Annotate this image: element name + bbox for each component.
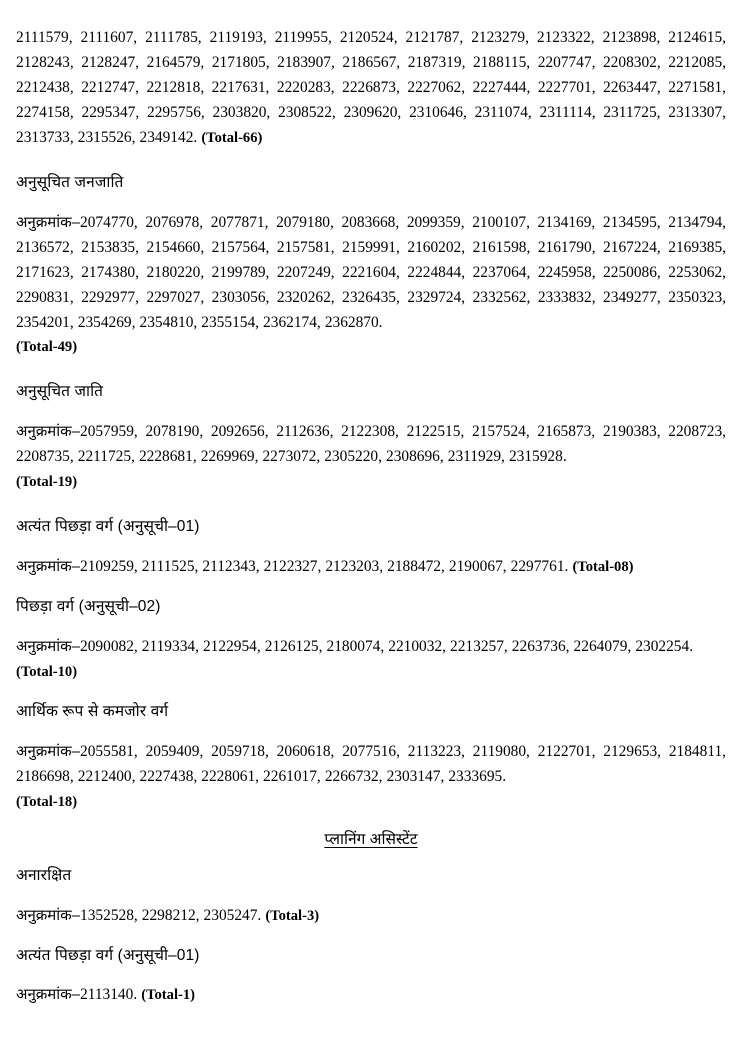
roll-number-label: अनुक्रमांक– (16, 213, 81, 231)
spacer (16, 929, 726, 946)
roll-number-paragraph-scheduled-tribe (16, 211, 726, 361)
spacer (16, 815, 726, 827)
total-count-intro: (Total-66) (201, 129, 263, 146)
spacer (16, 403, 726, 420)
section-heading-scheduled-tribe: अनुसूचित जनजाति (16, 173, 124, 191)
roll-number-label: अनुक्रमांक– (16, 558, 81, 576)
spacer (16, 151, 726, 173)
roll-number-paragraph-backward-class-2 (16, 635, 726, 685)
spacer (16, 618, 726, 635)
total-count-extremely-backward-class-1-pa: (Total-1) (141, 987, 196, 1004)
roll-numbers-scheduled-caste: 2057959, 2078190, 2092656, 2112636, 2122308, 2122515, 2157524, 2165873, 2190383, 2208723, 2208735, 2211725, 2228681, 2269969, 2273072, 2305220, 2308696, 2311929, 2315928. (16, 423, 726, 466)
section-heading-extremely-backward-class-1-pa: अत्यंत पिछड़ा वर्ग (अनुसूची–01) (16, 946, 200, 964)
roll-numbers-extremely-backward-class-1-pa: 2113140. (80, 986, 138, 1004)
spacer (16, 966, 726, 983)
roll-number-label: अनुक्रमांक– (16, 906, 81, 924)
section-heading-extremely-backward-class-1: अत्यंत पिछड़ा वर्ग (अनुसूची–01) (16, 518, 200, 536)
section-heading-backward-class-2: पिछड़ा वर्ग (अनुसूची–02) (16, 598, 161, 616)
roll-number-paragraph-extremely-backward-class-1-pa (16, 983, 726, 1008)
roll-number-label: अनुक्रमांक– (16, 637, 81, 655)
spacer (16, 887, 726, 904)
spacer (16, 194, 726, 211)
roll-numbers-extremely-backward-class-1: 2109259, 2111525, 2112343, 2122327, 2123203, 2188472, 2190067, 2297761. (80, 558, 569, 576)
roll-number-label: अनुक्रमांक– (16, 986, 81, 1004)
total-count-scheduled-caste: (Total-19) (16, 474, 78, 491)
spacer (16, 723, 726, 740)
total-count-unreserved: (Total-3) (265, 907, 320, 924)
roll-number-paragraph-extremely-backward-class-1 (16, 555, 726, 580)
spacer (16, 538, 726, 555)
roll-number-label: अनुक्रमांक– (16, 423, 81, 441)
roll-numbers-backward-class-2: 2090082, 2119334, 2122954, 2126125, 2180074, 2210032, 2213257, 2263736, 2264079, 2302254. (80, 637, 694, 655)
roll-numbers-economically-weaker-section: 2055581, 2059409, 2059718, 2060618, 2077516, 2113223, 2119080, 2122701, 2129653, 2184811, 2186698, 2212400, 2227438, 2228061, 2261017, 2266732, 2303147, 2333695. (16, 742, 726, 785)
spacer (16, 495, 726, 517)
total-count-economically-weaker-section: (Total-18) (16, 793, 78, 810)
spacer (16, 580, 726, 597)
post-title-text: प्लानिंग असिस्टेंट (324, 830, 418, 848)
total-count-scheduled-tribe: (Total-49) (16, 339, 78, 356)
roll-numbers-intro: 2111579, 2111607, 2111785, 2119193, 2119955, 2120524, 2121787, 2123279, 2123322, 2123898, 2124615, 2128243, 2128247, 2164579, 2171805, 2183907, 2186567, 2187319, 2188115, 2207747, 2208302, 2212085, 2212438, 2212747, 2212818, 2217631, 2220283, 2226873, 2227062, 2227444, 2227701, 2263447, 2271581, 2274158, 2295347, 2295756, 2303820, 2308522, 2309620, 2310646, 2311074, 2311114, 2311725, 2313307, 2313733, 2315526, 2349142. (16, 29, 726, 146)
roll-number-paragraph-intro (16, 26, 726, 151)
section-heading-economically-weaker-section: आर्थिक रूप से कमजोर वर्ग (16, 702, 169, 720)
post-title-planning-assistant (16, 827, 726, 849)
total-count-backward-class-2: (Total-10) (16, 663, 78, 680)
roll-number-paragraph-scheduled-caste (16, 420, 726, 495)
roll-numbers-unreserved: 1352528, 2298212, 2305247. (80, 906, 262, 924)
roll-number-paragraph-unreserved (16, 904, 726, 929)
roll-number-paragraph-economically-weaker-section (16, 740, 726, 815)
roll-numbers-scheduled-tribe: 2074770, 2076978, 2077871, 2079180, 2083668, 2099359, 2100107, 2134169, 2134595, 2134794, 2136572, 2153835, 2154660, 2157564, 2157581, 2159991, 2160202, 2161598, 2161790, 2167224, 2169385, 2171623, 2174380, 2180220, 2199789, 2207249, 2221604, 2224844, 2237064, 2245958, 2250086, 2253062, 2290831, 2292977, 2297027, 2303056, 2320262, 2326435, 2329724, 2332562, 2333832, 2349277, 2350323, 2354201, 2354269, 2354810, 2355154, 2362174, 2362870. (16, 213, 726, 331)
section-heading-unreserved: अनारक्षित (16, 866, 72, 884)
section-heading-scheduled-caste: अनुसूचित जाति (16, 383, 104, 401)
total-count-extremely-backward-class-1: (Total-08) (572, 559, 634, 576)
spacer (16, 849, 726, 866)
roll-number-label: अनुक्रमांक– (16, 742, 81, 760)
spacer (16, 360, 726, 382)
spacer (16, 685, 726, 702)
